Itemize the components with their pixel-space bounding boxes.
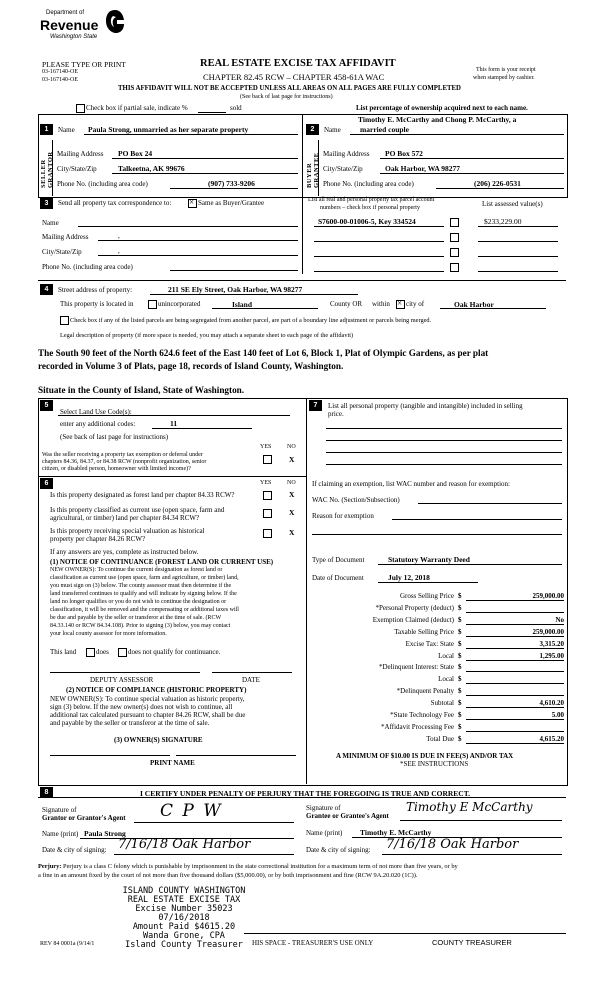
exemption-question-l3: citizen, or disabled person, homeowner with limited income)? [42, 466, 191, 472]
exemption-question-l1: Was the seller receiving a property tax exemption or deferral under [42, 452, 203, 458]
see-instructions-note: *SEE INSTRUCTIONS [400, 760, 469, 768]
notice1-line7: be due and payable by the seller or transferor at the time of sale. (RCW [50, 615, 222, 621]
if-yes-note: If any answers are yes, complete as instructed below. [50, 548, 199, 556]
section-3-number: 3 [40, 198, 53, 209]
corr-phone-label: Phone No. (including area code) [42, 263, 133, 271]
tax-row-label: Taxable Selling Price [394, 627, 454, 636]
doc-type-label: Type of Document [312, 556, 365, 564]
doc-date-label: Date of Document [312, 574, 364, 582]
grantor-signature-label-1: Signature of [42, 806, 77, 814]
dept-line3: Washington State [50, 34, 98, 40]
corr-mailing-label: Mailing Address [42, 233, 89, 241]
tax-row-dollar: $ [458, 699, 462, 708]
tax-row-label: *Affidavit Processing Fee [381, 722, 454, 731]
grantee-signature-label-2: Grantee or Grantee's Agent [306, 812, 389, 820]
perjury-line2: a fine in an amount fixed by the court of not more than five thousand dollars ($5,000.00), or by both imprisonment and fine (RCW 9A.20.020 (1C)). [38, 872, 418, 879]
does-label: does [96, 648, 109, 656]
street-label: Street address of property: [58, 286, 133, 294]
s6-no-header: NO [287, 480, 296, 486]
tax-row-value[interactable]: No [555, 615, 564, 624]
exemption-claim-label: If claiming an exemption, list WAC number and reason for exemption: [312, 480, 510, 488]
s5-yes-header: YES [260, 444, 272, 450]
tax-row-underline [466, 612, 564, 613]
tax-row-dollar: $ [458, 603, 462, 612]
historic-no-answer[interactable]: X [289, 528, 295, 537]
tax-row-dollar: $ [458, 639, 462, 648]
exemption-question-l2: chapters 84.36, 84.37, or 84.38 RCW (nonprofit organization, senior [42, 459, 207, 465]
seller-name[interactable]: Paula Strong, unmarried as her separate property [88, 125, 249, 134]
perjury-line1 [38, 863, 458, 870]
notice1-line1: NEW OWNER(S): To continue the current designation as forest land or [50, 567, 223, 573]
section-8-number: 8 [40, 787, 53, 798]
tax-row-underline [466, 624, 564, 625]
treasurer-use-only: HIS SPACE - TREASURER'S USE ONLY [252, 939, 374, 947]
seller-phone[interactable]: (907) 733-9206 [208, 179, 255, 188]
s5-no-header: NO [287, 444, 296, 450]
unincorporated-label: unincorporated [158, 300, 201, 308]
land-use-see-back: (See back of last page for instructions) [60, 433, 169, 441]
grantee-date-city[interactable]: 7/16/18 Oak Harbor [386, 837, 519, 852]
seller-mailing-label: Mailing Address [57, 150, 104, 158]
grantee-signature[interactable]: Timothy E McCarthy [406, 800, 533, 814]
notice1-line5: land no longer qualifies or you do not wish to continue the designation or [50, 599, 227, 605]
section-1-number: 1 [40, 124, 53, 135]
rev-number: REV 84 0001a (9/14/1 [40, 941, 95, 947]
s6-yes-header: YES [260, 480, 272, 486]
grantee-name-label: Name (print) [306, 829, 343, 837]
additional-code[interactable]: 11 [170, 419, 178, 428]
forest-no-answer[interactable]: X [289, 490, 295, 499]
tax-row-value[interactable]: 259,000.00 [532, 592, 564, 600]
historic-yes-checkbox[interactable] [263, 529, 272, 538]
current-use-question-l1: Is this property classified as current use (open space, farm and [50, 506, 225, 514]
stamp-line3: Excise Number 35023 [135, 904, 233, 914]
tax-row-underline [466, 683, 564, 684]
seller-name-label: Name [58, 126, 75, 134]
stamp-line7: Island County Treasurer [125, 940, 243, 950]
historic-question-l1: Is this property receiving special valuation as historical [50, 527, 205, 535]
city-of-checkbox[interactable] [396, 300, 405, 309]
tax-row-label: *Delinquent Interest: State [378, 663, 454, 672]
tax-row-underline [466, 695, 564, 696]
segregated-label: Check box if any of the listed parcels are being segregated from another parcel, are part of a boundary line adjustment or parcels being merged. [70, 317, 432, 324]
stamp-line6: Wanda Grone, CPA [143, 931, 225, 941]
tax-row-underline [466, 743, 564, 744]
correspondence-label: Send all property tax correspondence to: [58, 199, 172, 207]
tax-row-value[interactable]: 259,000.00 [532, 627, 564, 636]
personal-property-checkbox-1[interactable] [450, 218, 459, 227]
tax-row-dollar: $ [458, 627, 462, 636]
doc-type[interactable]: Statutory Warranty Deed [388, 555, 470, 564]
within-label: within [372, 300, 390, 308]
legal-description-label: Legal description of property (if more space is needed, you may attach a separate sheet to each page of the affidavit) [60, 332, 354, 339]
property-street[interactable]: 211 SE Ely Street, Oak Harbor, WA 98277 [168, 285, 303, 294]
stamp-line1: ISLAND COUNTY WASHINGTON [122, 886, 246, 896]
located-in-label: This property is located in [60, 300, 134, 308]
owner-signature-label: (3) OWNER(S) SIGNATURE [114, 736, 203, 744]
tax-row-value[interactable]: 4,615.20 [539, 734, 564, 743]
form-subtitle: CHAPTER 82.45 RCW – CHAPTER 458-61A WAC [203, 72, 385, 82]
grantor-signature[interactable]: C P W [160, 801, 223, 821]
receipt-note-1: This form is your receipt [476, 67, 536, 73]
same-as-buyer-label: Same as Buyer/Grantee [198, 199, 265, 207]
buyer-phone-label: Phone No. (including area code) [323, 180, 414, 188]
seller-city[interactable]: Talkeetna, AK 99676 [118, 164, 185, 173]
tax-row-label: *State Technology Fee [390, 711, 454, 719]
buyer-city-label: City/State/Zip [323, 165, 363, 173]
dept-line1: Department of [46, 10, 85, 16]
print-name-label: PRINT NAME [150, 759, 195, 767]
section-6-number: 6 [40, 478, 53, 489]
forest-land-question: Is this property designated as forest land per chapter 84.33 RCW? [50, 491, 235, 499]
tax-row-label: Subtotal [430, 699, 454, 708]
tax-row-underline [466, 648, 564, 649]
notice2-line4: and payable by the seller or transferor at the time of sale. [50, 719, 210, 727]
tax-row-underline [466, 636, 564, 637]
tax-row-dollar: $ [458, 711, 462, 719]
stamp-line4: 07/16/2018 [158, 913, 210, 923]
grantee-signature-label-1: Signature of [306, 804, 341, 812]
date-label: DATE [242, 676, 260, 684]
personal-property-checkbox-3[interactable] [450, 248, 459, 257]
personal-property-label-2: price. [328, 410, 344, 418]
current-use-no-answer[interactable]: X [289, 508, 295, 517]
tax-row-dollar: $ [458, 663, 462, 672]
does-not-label: does not qualify for continuance. [128, 648, 221, 656]
assessed-header: List assessed value(s) [482, 200, 543, 208]
wac-label: WAC No. (Section/Subsection) [312, 496, 400, 504]
notice1-line3: you must sign on (3) below. The county assessor must then determine if the [50, 583, 232, 589]
dor-logo [40, 8, 135, 58]
tax-row-label: *Personal Property (deduct) [375, 603, 454, 612]
city-name[interactable]: Oak Harbor [454, 300, 494, 309]
tax-row-label: Exemption Claimed (deduct) [372, 615, 454, 624]
land-use-label: Select Land Use Code(s): [60, 408, 132, 416]
unincorporated-checkbox[interactable] [148, 300, 157, 309]
notice1-line4: land transferred continues to qualify and will indicate by signing below. If the [50, 591, 237, 597]
dor-logo-icon [104, 8, 126, 36]
minimum-fee-note: A MINIMUM OF $10.00 IS DUE IN FEE(S) AND/OR TAX [336, 752, 514, 760]
buyer-city[interactable]: Oak Harbor, WA 98277 [385, 164, 461, 173]
current-use-yes-checkbox[interactable] [263, 509, 272, 518]
personal-property-label-1: List all personal property (tangible and intangible) included in selling [328, 402, 523, 410]
segregated-checkbox[interactable] [60, 316, 69, 325]
corr-city-label: City/State/Zip [42, 248, 82, 256]
tax-row-dollar: $ [458, 675, 462, 684]
form-title: REAL ESTATE EXCISE TAX AFFIDAVIT [200, 58, 396, 69]
tax-row-dollar: $ [458, 734, 462, 743]
tax-row-label: *Delinquent Penalty [396, 687, 454, 696]
exemption-yes-checkbox[interactable] [263, 455, 272, 464]
tax-row-value[interactable]: 3,315.20 [539, 639, 564, 648]
buyer-name-line1[interactable]: Timothy E. McCarthy and Chong P. McCarthy, a [358, 115, 517, 124]
buyer-phone[interactable]: (206) 226-0531 [474, 179, 521, 188]
section-5-number: 5 [40, 400, 53, 411]
county-name[interactable]: Island [232, 300, 253, 309]
partial-sale-checkbox[interactable] [76, 104, 85, 113]
tax-row-label: Gross Selling Price [399, 592, 454, 600]
section-4-number: 4 [40, 284, 53, 295]
acceptance-warning: THIS AFFIDAVIT WILL NOT BE ACCEPTED UNLESS ALL AREAS ON ALL PAGES ARE FULLY COMPLETED [118, 85, 461, 92]
parcel-header-2: numbers – check box if personal property [320, 205, 420, 211]
additional-codes-label: enter any additional codes: [60, 420, 136, 428]
tax-row-dollar: $ [458, 651, 462, 660]
tax-row-value[interactable]: 1,295.00 [539, 651, 564, 660]
notice2-title: (2) NOTICE OF COMPLIANCE (HISTORIC PROPERTY) [66, 686, 247, 694]
seller-side-label: SELLER GRANTOR [40, 151, 54, 188]
tax-row-label: Local [438, 651, 454, 660]
please-type: PLEASE TYPE OR PRINT [42, 60, 126, 69]
exemption-no-answer[interactable]: X [289, 455, 295, 464]
does-checkbox[interactable] [86, 648, 95, 657]
treasurer-stamp [104, 887, 264, 950]
county-or-label: County OR [330, 300, 363, 308]
notice2-line3: additional tax calculated pursuant to chapter 84.26 RCW, shall be due [50, 711, 246, 719]
certify-statement: I CERTIFY UNDER PENALTY OF PERJURY THAT THE FOREGOING IS TRUE AND CORRECT. [140, 789, 471, 798]
section-7-number: 7 [309, 400, 322, 411]
tax-row-underline [466, 731, 564, 732]
see-back-instructions: (See back of last page for instructions) [240, 94, 333, 100]
notice2-line1: NEW OWNER(S): To continue special valuation as historic property, [50, 695, 245, 703]
county-treasurer-label: COUNTY TREASURER [432, 938, 512, 947]
tax-row-label: Excise Tax: State [405, 639, 454, 648]
receipt-note-2: when stamped by cashier. [473, 75, 535, 81]
dept-line2: Revenue [40, 17, 99, 33]
seller-city-label: City/State/Zip [57, 165, 97, 173]
tax-row-value[interactable]: 5.00 [551, 711, 564, 719]
buyer-mailing-label: Mailing Address [323, 150, 370, 158]
tax-row-underline [466, 600, 564, 601]
section-2-number: 2 [306, 124, 319, 135]
grantor-name[interactable]: Paula Strong [84, 829, 126, 838]
parcel-header-1: List all real and personal property tax parcel account [308, 197, 435, 203]
seller-mailing[interactable]: PO Box 24 [118, 149, 153, 158]
perjury-title: Perjury: [38, 863, 62, 870]
stamp-line2: REAL ESTATE EXCISE TAX [127, 895, 241, 905]
notice1-line9: your local county assessor for more information. [50, 631, 167, 637]
tax-row-label: Local [438, 675, 454, 684]
situate-line: Situate in the County of Island, State of Washington. [38, 385, 245, 395]
tax-row-underline [466, 660, 564, 661]
same-as-buyer-checkbox[interactable] [188, 199, 197, 208]
buyer-name-line2[interactable]: married couple [360, 125, 409, 134]
tax-row-underline [466, 671, 564, 672]
sold-label: sold [230, 104, 242, 112]
grantor-signature-label-2: Grantor or Grantor's Agent [42, 814, 126, 822]
assessed-1[interactable]: $233,229.00 [484, 217, 522, 226]
tax-row-underline [466, 707, 564, 708]
tax-row-dollar: $ [458, 615, 462, 624]
legal-description-line1: The South 90 feet of the North 624.6 feet of the East 140 feet of Lot 6, Block 1, Plat of Olympic Gardens, as per plat [38, 348, 489, 358]
this-land-label: This land [50, 648, 77, 656]
grantor-name-label: Name (print) [42, 830, 79, 838]
legal-description-line2: recorded in Volume 3 of Plats, page 18, records of Island County, Washington. [38, 361, 344, 371]
corr-mailing-comma: , [118, 232, 120, 240]
notice1-title: (1) NOTICE OF CONTINUANCE (FOREST LAND OR CURRENT USE) [50, 558, 274, 566]
notice1-line6: classification, it will be removed and the compensating or additional taxes will [50, 607, 239, 613]
notice2-line2: sign (3) below. If the new owner(s) does not wish to continue, all [50, 703, 233, 711]
tax-row-label: Total Due [426, 734, 454, 743]
tax-row-dollar: $ [458, 687, 462, 696]
deputy-assessor-label: DEPUTY ASSESSOR [90, 676, 154, 684]
corr-name-label: Name [42, 219, 59, 227]
forest-yes-checkbox[interactable] [263, 491, 272, 500]
partial-sale-label: Check box if partial sale, indicate % [86, 104, 188, 112]
ownership-percent-note: List percentage of ownership acquired next to each name. [356, 104, 528, 112]
grantor-date-city[interactable]: 7/16/18 Oak Harbor [118, 837, 251, 852]
personal-property-checkbox-2[interactable] [450, 233, 459, 242]
form-number-1: 03-167140-OE [42, 69, 78, 75]
grantee-date-city-label: Date & city of signing: [306, 846, 371, 854]
current-use-question-l2: agricultural, or timber) land per chapter 84.34 RCW? [50, 514, 200, 522]
tax-row-dollar: $ [458, 592, 462, 600]
does-not-checkbox[interactable] [118, 648, 127, 657]
stamp-line5: Amount Paid $4615.20 [132, 922, 236, 932]
form-number-2: 03-167140-OE [42, 77, 78, 83]
tax-row-dollar: $ [458, 722, 462, 731]
parcel-1[interactable]: S7600-00-01006-5, Key 334524 [318, 217, 416, 226]
historic-question-l2: property per chapter 84.26 RCW? [50, 535, 146, 543]
notice1-line2: classification as current use (open space, farm and agriculture, or timber) land, [50, 575, 239, 581]
buyer-mailing[interactable]: PO Box 572 [385, 149, 423, 158]
doc-date[interactable]: July 12, 2018 [388, 573, 430, 582]
seller-phone-label: Phone No. (including area code) [57, 180, 148, 188]
reason-label: Reason for exemption [312, 512, 374, 520]
city-of-label: city of [406, 300, 425, 308]
grantee-name[interactable]: Timothy E. McCarthy [360, 828, 432, 837]
corr-city-comma: , [118, 247, 120, 255]
personal-property-checkbox-4[interactable] [450, 263, 459, 272]
notice1-line8: 84.33.140 or RCW 84.34.108). Prior to signing (3) below, you may contact [50, 623, 231, 629]
grantor-date-city-label: Date & city of signing: [42, 846, 107, 854]
buyer-side-label: BUYER GRANTEE [306, 152, 320, 188]
tax-row-value[interactable]: 4,610.20 [539, 699, 564, 708]
perjury-text-1: Perjury is a class C felony which is punishable by imprisonment in the state correctional institution for a maximum term of not more than five years, or by [61, 863, 458, 870]
buyer-name-label: Name [324, 126, 341, 134]
tax-row-underline [466, 719, 564, 720]
